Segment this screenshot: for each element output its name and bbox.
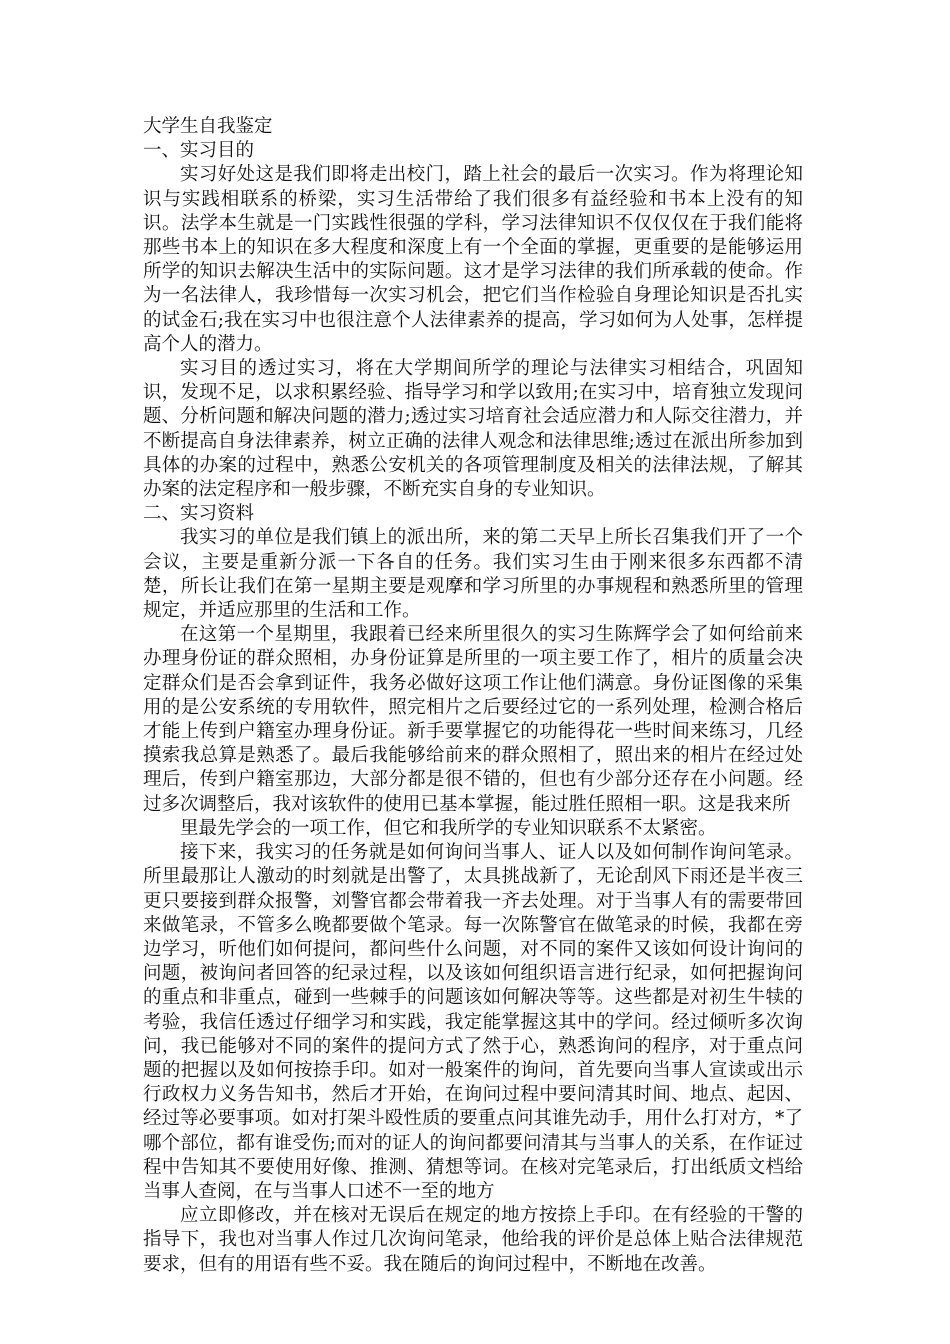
- section-heading-materials: 二、实习资料: [143, 503, 255, 525]
- paragraph: 应立即修改，并在核对无误后在规定的地方按捺上手印。在有经验的干警的指导下，我也对当事人作过几次询问笔录，他给我的评价是总体上贴合法律规范要求，但有的用语有些不妥。我在随后的询问过程中，不断地在改善。: [143, 1205, 803, 1275]
- document-page: [143, 115, 803, 1277]
- section-heading-purpose: 一、实习目的: [143, 140, 255, 162]
- paragraph-continuation: 里最先学会的一项工作，但它和我所学的专业知识联系不太紧密。: [180, 817, 717, 839]
- paragraph: 接下来，我实习的任务就是如何询问当事人、证人以及如何制作询问笔录。所里最那让人激动的时刻就是出警了，太具挑战新了，无论刮风下雨还是半夜三更只要接到群众报警，刘警官都会带着我一齐去处理。对于当事人有的需要带回来做笔录，不管多么晚都要做个笔录。每一次陈警官在做笔录的时候，我都在旁边学习，听他们如何提问，都问些什么问题，对不同的案件又该如何设计询问的问题，被询问者回答的纪录过程，以及该如何组织语言进行纪录，如何把握询问的重点和非重点，碰到一些棘手的问题该如何解决等等。这些都是对初生牛犊的考验，我信任透过仔细学习和实践，我定能掌握这其中的学问。经过倾听多次询问，我已能够对不同的案件的提问方式了然于心，熟悉询问的程序，对于重点问题的把握以及如何按捺手印。如对一般案件的询问，首先要向当事人宣读或出示行政权力义务告知书，然后才开始，在询问过程中要问清其时间、地点、起因、经过等必要事项。如对打架斗殴性质的要重点问其谁先动手，用什么打对方，*了哪个部位，都有谁受伤;而对的证人的询问都要问清其与当事人的关系，在作证过程中告知其不要使用好像、推测、猜想等词。在核对完笔录后，打出纸质文档给当事人查阅，在与当事人口述不一至的地方: [143, 842, 803, 1202]
- paragraph: 在这第一个星期里，我跟着已经来所里很久的实习生陈辉学会了如何给前来办理身份证的群众照相，办身份证算是所里的一项主要工作了，相片的质量会决定群众们是否会拿到证件，我务必做好这项工作让他们满意。身份证图像的采集用的是公安系统的专用软件，照完相片之后要经过它的一系列处理，检测合格后才能上传到户籍室办理身份证。新手要掌握它的功能得花一些时间来练习，几经摸索我总算是熟悉了。最后我能够给前来的群众照相了，照出来的相片在经过处理后，传到户籍室那边，大部分都是很不错的，但也有少部分还存在小问题。经过多次调整后，我对该软件的使用已基本掌握，能过胜任照相一职。这是我来所: [143, 624, 803, 815]
- paragraph: 实习目的透过实习，将在大学期间所学的理论与法律实习相结合，巩固知识，发现不足，以求积累经验、指导学习和学以致用;在实习中，培育独立发现问题、分析问题和解决问题的潜力;透过实习培育社会适应潜力和人际交往潜力，并不断提高自身法律素养，树立正确的法律人观念和法律思维;透过在派出所参加到具体的办案的过程中，熟悉公安机关的各项管理制度及相关的法律法规，了解其办案的法定程序和一般步骤，不断充实自身的专业知识。: [143, 358, 803, 501]
- paragraph: 实习好处这是我们即将走出校门，踏上社会的最后一次实习。作为将理论知识与实践相联系的桥梁，实习生活带给了我们很多有益经验和书本上没有的知识。法学本生就是一门实践性很强的学科，学习法律知识不仅仅仅在于我们能将那些书本上的知识在多大程度和深度上有一个全面的掌握，更重要的是能够运用所学的知识去解决生活中的实际问题。这才是学习法律的我们所承载的使命。作为一名法律人，我珍惜每一次实习机会，把它们当作检验自身理论知识是否扎实的试金石;我在实习中也很注意个人法律素养的提高，学习如何为人处事，怎样提高个人的潜力。: [143, 164, 803, 355]
- paragraph: 我实习的单位是我们镇上的派出所，来的第二天早上所长召集我们开了一个会议，主要是重新分派一下各自的任务。我们实习生由于刚来很多东西都不清楚，所长让我们在第一星期主要是观摩和学习所里的办事规程和熟悉所里的管理规定，并适应那里的生活和工作。: [143, 527, 803, 622]
- document-title: 大学生自我鉴定: [143, 116, 273, 137]
